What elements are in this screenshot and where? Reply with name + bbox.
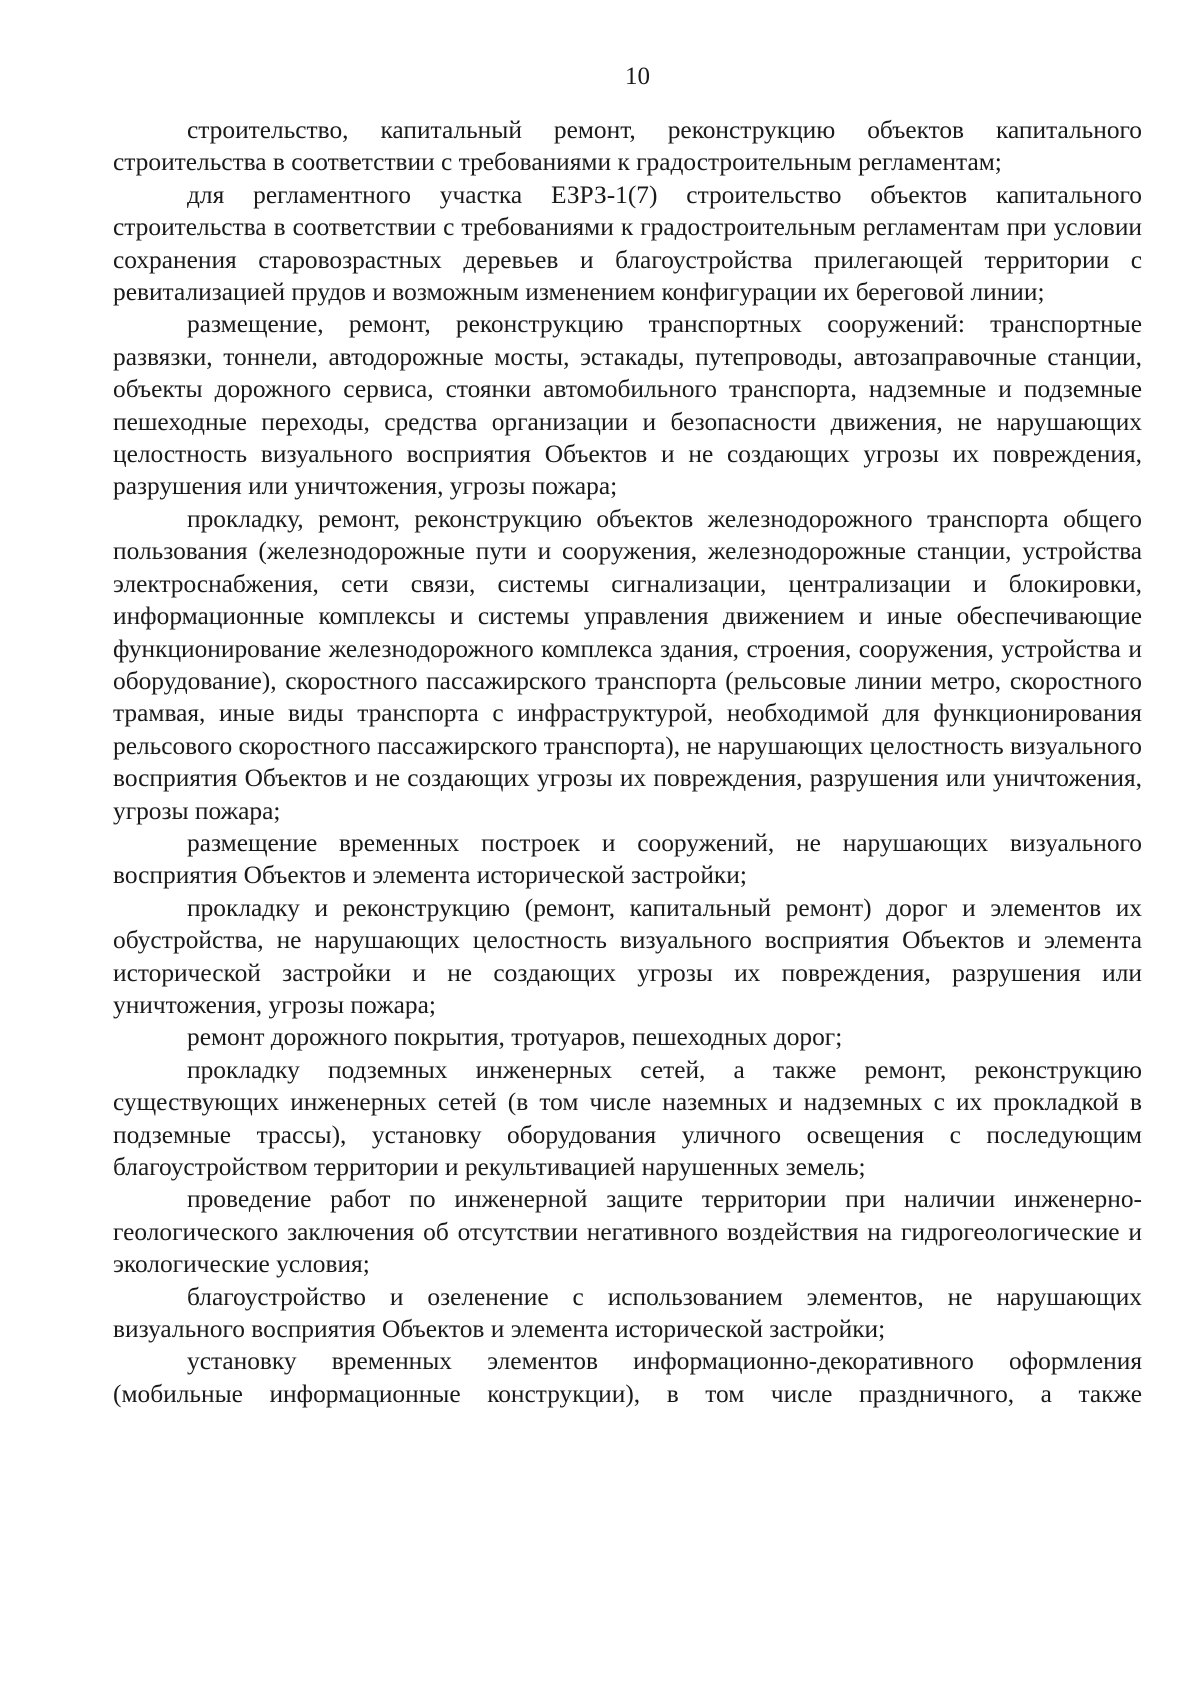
paragraph-engineering-protection: проведение работ по инженерной защите территории при наличии инженерно-геологического заключения об отсутствии негативного воздействия на гидрогеологические и экологические условия; [113, 1185, 1142, 1279]
paragraph-road-surface-repair: ремонт дорожного покрытия, тротуаров, пешеходных дорог; [187, 1023, 843, 1052]
paragraph-temporary-buildings: размещение временных построек и сооружений, не нарушающих визуального восприятия Объектов и элемента исторической застройки; [113, 828, 1142, 890]
paragraph-railway-transport: прокладку, ремонт, реконструкцию объектов железнодорожного транспорта общего пользования (железнодорожные пути и сооружения, железнодорожные станции, устройства электроснабжения, сети связи, системы сигнализации, централизации и блокировки, информационные комплексы и системы управления движением и иные обеспечивающие функционирование железнодорожного комплекса здания, строения, сооружения, устройства и оборудование), скоростного пассажирского транспорта (рельсовые линии метро, скоростного трамвая, иные виды транспорта с инфраструктурой, необходимой для функционирования рельсового скоростного пассажирского транспорта), не нарушающих целостность визуального восприятия Объектов и не создающих угрозы их повреждения, разрушения или уничтожения, угрозы пожара; [113, 504, 1142, 825]
paragraph-transport-structures: размещение, ремонт, реконструкцию транспортных сооружений: транспортные развязки, тоннели, автодорожные мосты, эстакады, путепроводы, автозаправочные станции, объекты дорожного сервиса, стоянки автомобильного транспорта, надземные и подземные пешеходные переходы, средства организации и безопасности движения, не нарушающих целостность визуального восприятия Объектов и не создающих угрозы их повреждения, разрушения или уничтожения, угрозы пожара; [113, 310, 1142, 501]
document-body [113, 114, 1142, 1410]
paragraph-temporary-decor: установку временных элементов информационно-декоративного оформления (мобильные информационные конструкции), в том числе праздничного, а также [113, 1347, 1142, 1408]
paragraph-road-construction: прокладку и реконструкцию (ремонт, капитальный ремонт) дорог и элементов их обустройства, не нарушающих целостность визуального восприятия Объектов и элемента исторической застройки и не создающих угрозы их повреждения, разрушения или уничтожения, угрозы пожара; [113, 893, 1142, 1019]
page-number: 10 [625, 63, 650, 90]
paragraph-ezrz-plot: для регламентного участка ЕЗРЗ-1(7) строительство объектов капитального строительства в соответствии с требованиями к градостроительным регламентам при условии сохранения старовозрастных деревьев и благоустройства прилегающей территории с ревитализацией прудов и возможным изменением конфигурации их береговой линии; [113, 180, 1142, 307]
paragraph-engineering-networks: прокладку подземных инженерных сетей, а также ремонт, реконструкцию существующих инженерных сетей (в том числе наземных и надземных с их прокладкой в подземные трассы), установку оборудования уличного освещения с последующим благоустройством территории и рекультивацией нарушенных земель; [113, 1055, 1142, 1181]
paragraph-landscaping: благоустройство и озеленение с использованием элементов, не нарушающих визуального восприятия Объектов и элемента исторической застройки; [113, 1282, 1142, 1344]
paragraph-capital-construction: строительство, капитальный ремонт, реконструкцию объектов капитального строительства в соответствии с требованиями к градостроительным регламентам; [113, 116, 1142, 177]
